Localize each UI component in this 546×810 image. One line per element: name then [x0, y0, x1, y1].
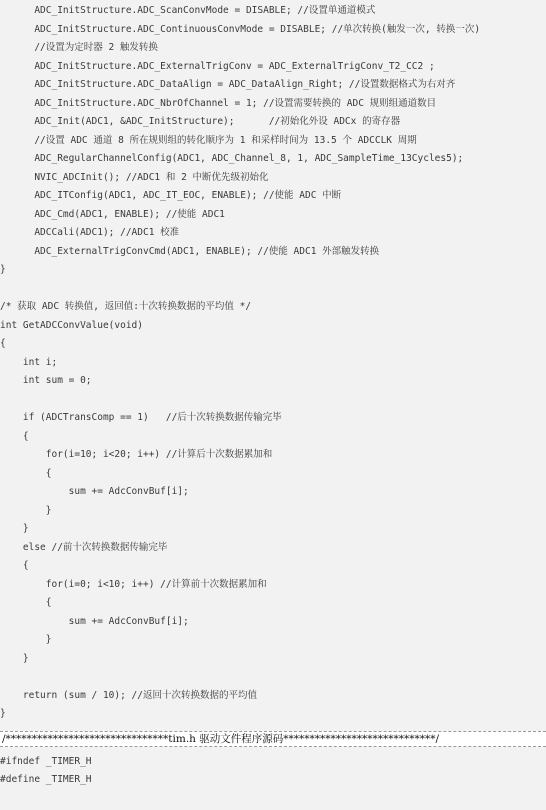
- code-line: #ifndef _TIMER_H: [0, 756, 92, 767]
- code-line: }: [0, 634, 52, 645]
- code-line: {: [0, 467, 52, 479]
- code-line: ADC_InitStructure.ADC_ContinuousConvMode = DISABLE; //单次转换(触发一次, 转换一次): [0, 23, 481, 35]
- code-line: [0, 668, 546, 686]
- code-line: }: [0, 523, 29, 534]
- code-line: }: [0, 264, 6, 275]
- code-line: }: [0, 652, 29, 664]
- code-line: ADC_InitStructure.ADC_NbrOfChannel = 1; //设置需要转换的 ADC 规则组通道数目: [0, 97, 437, 109]
- code-line: #define _TIMER_H: [0, 774, 92, 785]
- code-line: return (sum / 10); //返回十次转换数据的平均值: [0, 689, 257, 701]
- code-line: {: [0, 597, 52, 608]
- code-line: sum += AdcConvBuf[i];: [0, 486, 189, 497]
- code-line: ADC_InitStructure.ADC_ExternalTrigConv = ADC_ExternalTrigConv_T2_CC2 ;: [0, 60, 435, 72]
- code-line: //设置 ADC 通道 8 所在规则组的转化顺序为 1 和采样时间为 13.5 个 ADCCLK 周期: [0, 134, 417, 146]
- code-line: ADC_Cmd(ADC1, ENABLE); //使能 ADC1: [0, 208, 225, 220]
- code-line: //设置为定时器 2 触发转换: [0, 42, 158, 53]
- code-line: for(i=0; i<10; i++) //计算前十次数据累加和: [0, 578, 267, 590]
- code-line: [0, 280, 546, 298]
- code-line: sum += AdcConvBuf[i];: [0, 615, 189, 627]
- code-listing-tim-header: [0, 747, 546, 810]
- code-line: ADC_ITConfig(ADC1, ADC_IT_EOC, ENABLE); //使能 ADC 中断: [0, 190, 342, 201]
- code-line: else //前十次转换数据传输完毕: [0, 541, 168, 553]
- section-title: /*******************************tim.h 驱动文件程序源码*****************************/: [2, 733, 440, 745]
- code-line: if (ADCTransComp == 1) //后十次转换数据传输完毕: [0, 412, 282, 423]
- code-line: NVIC_ADCInit(); //ADC1 和 2 中断优先级初始化: [0, 171, 269, 183]
- code-line: int GetADCConvValue(void): [0, 319, 143, 331]
- section-separator: [0, 731, 546, 747]
- code-line: /* 获取 ADC 转换值, 返回值:十次转换数据的平均值 */: [0, 301, 252, 312]
- code-line: ADCCali(ADC1); //ADC1 校准: [0, 227, 180, 238]
- code-line: {: [0, 430, 29, 442]
- code-line: ADC_ExternalTrigConvCmd(ADC1, ENABLE); //使能 ADC1 外部触发转换: [0, 245, 380, 257]
- code-line: ADC_Init(ADC1, &ADC_InitStructure); //初始化外设 ADCx 的寄存器: [0, 116, 401, 127]
- code-line: [0, 391, 546, 409]
- code-line: ADC_InitStructure.ADC_ScanConvMode = DISABLE; //设置单通道模式: [0, 5, 376, 16]
- code-line: int i;: [0, 356, 58, 368]
- code-line: ADC_InitStructure.ADC_DataAlign = ADC_DataAlign_Right; //设置数据格式为右对齐: [0, 79, 456, 90]
- code-line: for(i=10; i<20; i++) //计算后十次数据累加和: [0, 449, 273, 460]
- code-line: int sum = 0;: [0, 375, 92, 386]
- code-line: }: [0, 504, 52, 516]
- code-line: {: [0, 338, 6, 349]
- code-line: ADC_RegularChannelConfig(ADC1, ADC_Channel_8, 1, ADC_SampleTime_13Cycles5);: [0, 153, 464, 164]
- code-line: {: [0, 560, 29, 571]
- code-line: }: [0, 708, 6, 719]
